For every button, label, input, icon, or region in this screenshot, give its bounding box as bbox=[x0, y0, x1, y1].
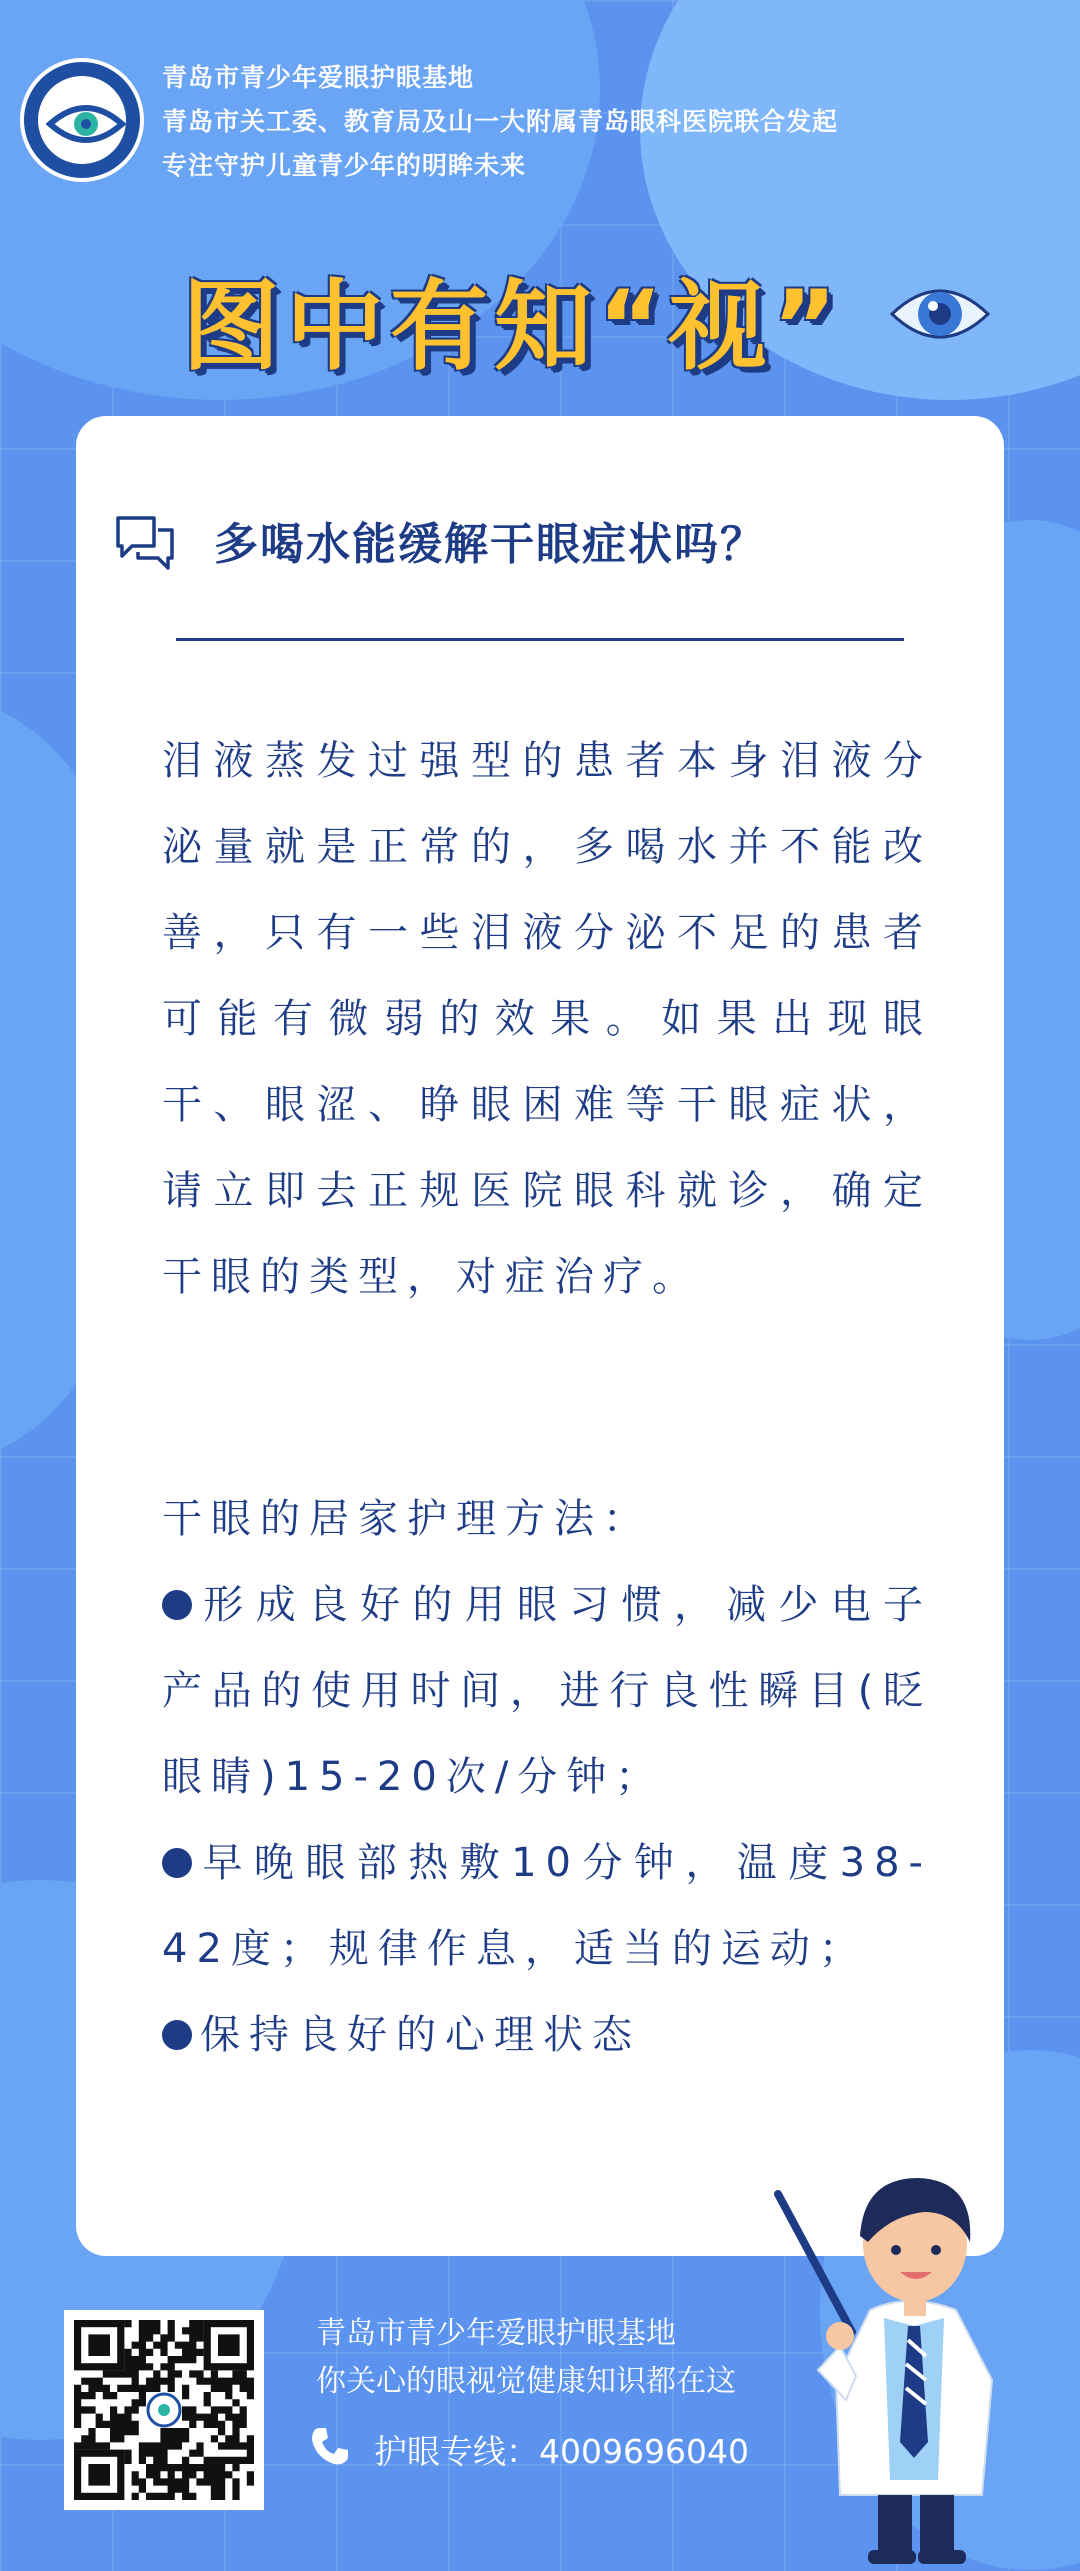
org-description: 青岛市关工委、教育局及山一大附属青岛眼科医院联合发起 bbox=[162, 107, 839, 136]
qr-code[interactable] bbox=[64, 2310, 264, 2510]
chat-bubble-icon bbox=[112, 512, 178, 572]
care-heading: 干眼的居家护理方法： bbox=[162, 1496, 652, 1542]
care-item: 早晚眼部热敷10分钟，温度38-42度；规律作息，适当的运动； bbox=[162, 1840, 932, 1972]
care-item: 形成良好的用眼习惯，减少电子产品的使用时间，进行良性瞬目(眨眼睛)15-20次/分钟； bbox=[162, 1582, 932, 1800]
phone-icon bbox=[308, 2424, 352, 2468]
bullet-icon bbox=[162, 1590, 192, 1620]
footer-org-name: 青岛市青少年爱眼护眼基地 bbox=[316, 2316, 676, 2351]
bullet-icon bbox=[162, 2020, 192, 2050]
footer-tagline: 你关心的眼视觉健康知识都在这 bbox=[316, 2364, 736, 2399]
question-title: 多喝水能缓解干眼症状吗？ bbox=[214, 519, 766, 570]
content-card bbox=[76, 416, 1004, 2256]
page-title: 图中有知“视” bbox=[182, 270, 843, 384]
org-name: 青岛市青少年爱眼护眼基地 bbox=[162, 63, 475, 92]
hotline[interactable]: 护眼专线：4009696040 bbox=[374, 2432, 749, 2471]
eye-icon bbox=[888, 276, 992, 352]
answer-paragraph: 泪液蒸发过强型的患者本身泪液分泌量就是正常的，多喝水并不能改善，只有一些泪液分泌不足的患者可能有微弱的效果。如果出现眼干、眼涩、睁眼困难等干眼症状，请立即去正规医院眼科就诊，确定干眼的类型，对症治疗。 bbox=[162, 738, 932, 1300]
care-item: 保持良好的心理状态 bbox=[162, 1992, 932, 2078]
doctor-illustration bbox=[760, 2150, 1060, 2571]
divider bbox=[176, 638, 904, 641]
care-section bbox=[162, 1476, 932, 2078]
eye-logo-icon bbox=[20, 58, 144, 182]
bullet-icon bbox=[162, 1848, 192, 1878]
org-slogan: 专注守护儿童青少年的明眸未来 bbox=[162, 151, 527, 180]
